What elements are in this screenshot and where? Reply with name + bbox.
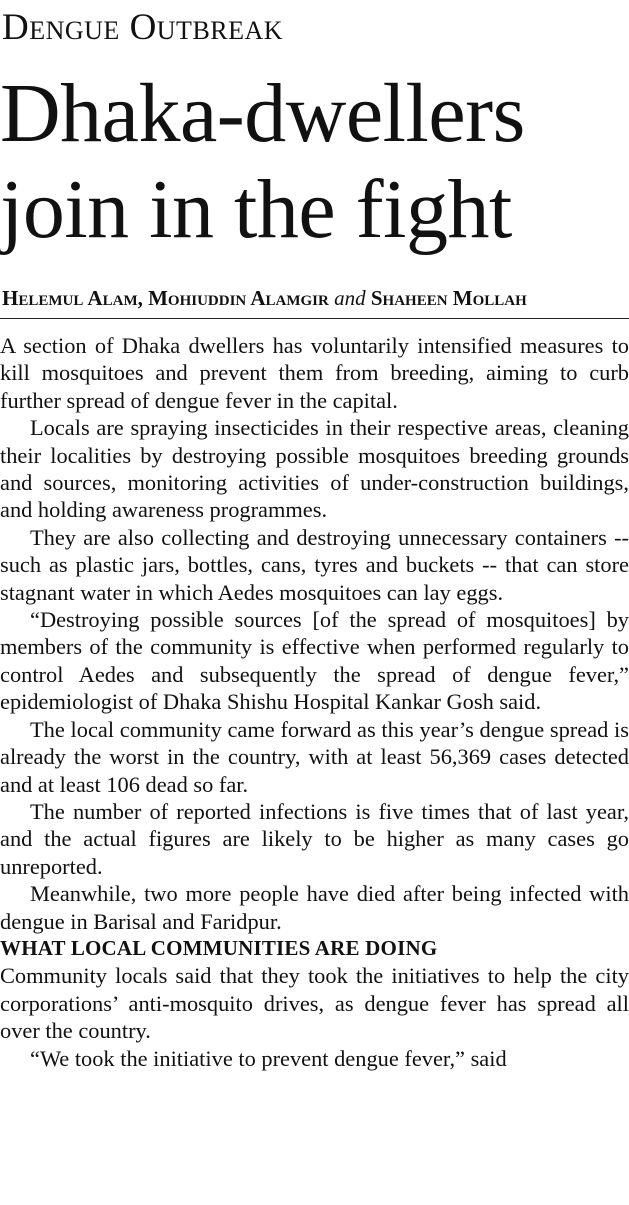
paragraph-7: Meanwhile, two more people have died after being infected with dengue in Barisal and Faridpur.	[0, 881, 629, 934]
section-kicker: Dengue Outbreak	[2, 7, 284, 48]
byline-divider	[0, 318, 629, 319]
paragraph-9: “We took the initiative to prevent dengue fever,” said	[30, 1045, 507, 1071]
headline-line-2: join in the fight	[0, 163, 512, 256]
paragraph-5: The local community came forward as this year’s dengue spread is already the worst in the country, with at least 56,369 cases detected and at least 106 dead so far.	[0, 716, 629, 797]
paragraph-1: A section of Dhaka dwellers has voluntarily intensified measures to kill mosquitoes and prevent them from breeding, aiming to curb further spread of dengue fever in the capital.	[0, 333, 629, 413]
headline-line-1: Dhaka-dwellers	[0, 67, 525, 160]
byline-conjunction: and	[334, 286, 366, 310]
byline	[2, 284, 527, 312]
paragraph-4: “Destroying possible sources [of the spread of mosquitoes] by members of the community is effective when performed regularly to control Aedes and subsequently the spread of dengue fever,” epidemiologist of Dhaka Shishu Hospital Kankar Gosh said.	[0, 607, 629, 715]
paragraph-3: They are also collecting and destroying unnecessary containers -- such as plastic jars, bottles, cans, tyres and buckets -- that can store stagnant water in which Aedes mosquitoes can lay eggs.	[0, 524, 629, 605]
subheading: WHAT LOCAL COMMUNITIES ARE DOING	[0, 935, 438, 960]
paragraph-6: The number of reported infections is five times that of last year, and the actual figures are likely to be higher as many cases go unreported.	[0, 798, 629, 879]
byline-authors: Helemul Alam, Mohiuddin Alamgir	[2, 286, 329, 310]
byline-last-author: Shaheen Mollah	[370, 286, 527, 310]
headline	[0, 66, 629, 258]
paragraph-2: Locals are spraying insecticides in their respective areas, cleaning their localities by destroying possible mosquitoes breeding grounds and sources, monitoring activities of under-construction buildings, and holding awareness programmes.	[0, 415, 629, 523]
paragraph-8: Community locals said that they took the initiatives to help the city corporations’ anti-mosquito drives, as dengue fever has spread all over the country.	[0, 963, 629, 1044]
article-body	[0, 332, 629, 1072]
